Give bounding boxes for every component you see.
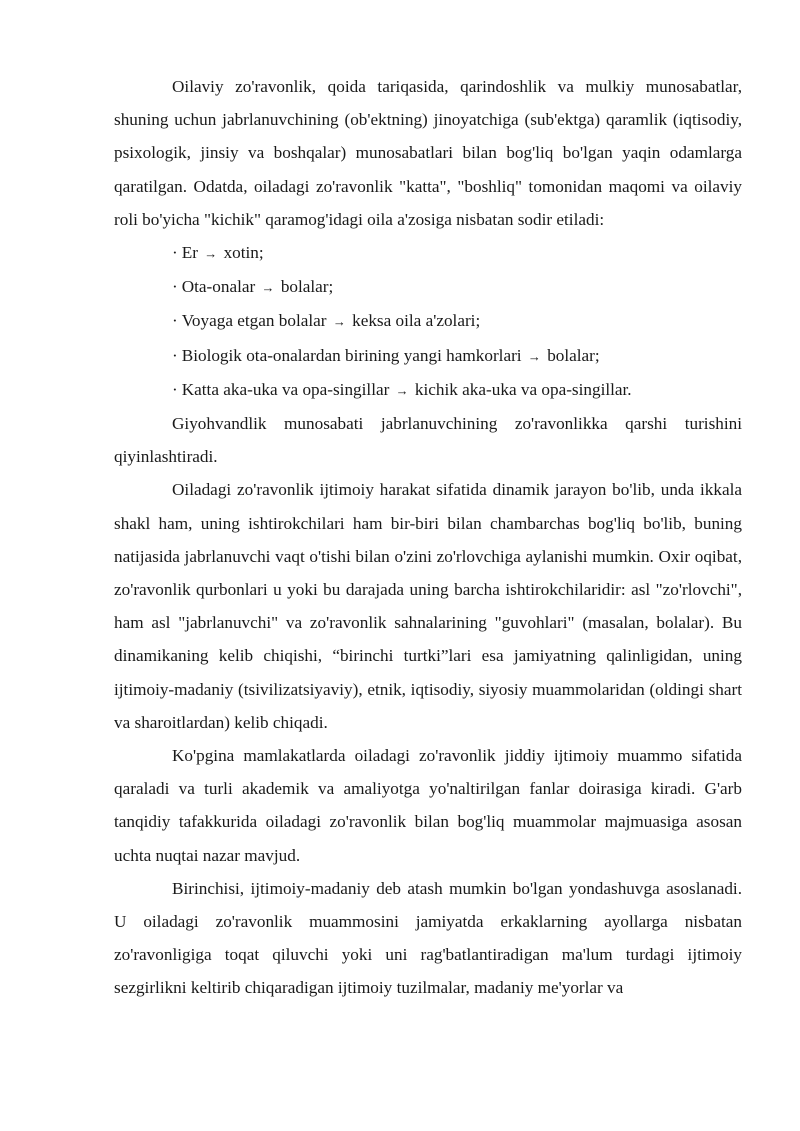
list-item-to: bolalar; — [547, 345, 600, 365]
bullet-icon: · — [172, 277, 178, 297]
paragraph-dynamics: Oiladagi zo'ravonlik ijtimoiy harakat sifatida dinamik jarayon bo'lib, unda ikkala shakl ham, uning ishtirokchilari ham bir-biri bilan chambarchas bog'liq bo'lib, buning natijasida jabrlanuvchi vaqt o'tishi bilan o'zini zo'rlovchiga aylanishi mumkin. Oxir oqibat, zo'ravonlik qurbonlari u yoki bu darajada uning barcha ishtirokchilaridir: asl "zo'rlovchi", ham asl "jabrlanuvchi" va zo'ravonlik sahnalarining "guvohlari" (masalan, bolalar). Bu dinamikaning kelib chiqishi, “birinchi turtki”lari esa jamiyatning qalinligidan, uning ijtimoiy-madaniy (tsivilizatsiyaviy), etnik, iqtisodiy, siyosiy muammolaridan (oldingi shart va sharoitlardan) kelib chiqadi. — [114, 480, 742, 732]
list-item-to: kichik aka-uka va opa-singillar. — [414, 379, 632, 399]
paragraph-sociocultural: Birinchisi, ijtimoiy-madaniy deb atash mumkin bo'lgan yondashuvga asoslanadi. U oiladagi zo'ravonlik muammosini jamiyatda erkaklarning ayollarga nisbatan zo'ravonligiga toqat qiluvchi yoki uni rag'batlantiradigan ma'lum turdagi ijtimoiy sezgirlikni keltirib chiqaradigan ijtimoiy tuzilmalar, madaniy me'yorlar va — [114, 878, 742, 998]
bullet-icon: · — [172, 379, 178, 399]
list-item-to: xotin; — [223, 243, 264, 263]
bullet-icon: · — [172, 243, 178, 263]
list-item-to: bolalar; — [280, 277, 334, 297]
paragraph-intro: Oilaviy zo'ravonlik, qoida tariqasida, qarindoshlik va mulkiy munosabatlar, shuning uchun jabrlanuvchining (ob'ektning) jinoyatchiga (sub'ektga) qaramlik (iqtisodiy, psixologik, jinsiy va boshqalar) munosabatlari bilan bog'liq bo'lgan yaqin odamlarga qaratilgan. Odatda, oiladagi zo'ravonlik "katta", "boshliq" tomonidan maqomi va oilaviy roli bo'yicha "kichik" qaramog'idagi oila a'zosiga nisbatan sodir etiladi: — [114, 77, 742, 229]
arrow-right-icon: → — [332, 314, 346, 330]
list-item — [114, 304, 742, 338]
list-item — [114, 236, 742, 270]
arrow-right-icon: → — [261, 280, 275, 296]
list-item — [114, 373, 742, 407]
arrow-right-icon: → — [527, 348, 541, 364]
arrow-right-icon: → — [204, 246, 218, 262]
list-item-from: Er — [181, 243, 198, 263]
paragraph-addiction: Giyohvandlik munosabati jabrlanuvchining zo'ravonlikka qarshi turishini qiyinlashtiradi. — [114, 414, 742, 467]
document-page — [114, 70, 742, 1005]
list-item-from: Ota-onalar — [181, 277, 256, 297]
list-item — [114, 339, 742, 373]
relationship-list — [114, 236, 742, 407]
bullet-icon: · — [172, 345, 178, 365]
list-item — [114, 270, 742, 304]
list-item-from: Voyaga etgan bolalar — [181, 311, 327, 331]
list-item-to: keksa oila a'zolari; — [352, 311, 481, 331]
list-item-from: Biologik ota-onalardan birining yangi hamkorlari — [181, 345, 522, 365]
paragraph-academic: Ko'pgina mamlakatlarda oiladagi zo'ravonlik jiddiy ijtimoiy muammo sifatida qaraladi va turli akademik va amaliyotga yo'naltirilgan fanlar doirasiga kiradi. G'arb tanqidiy tafakkurida oiladagi zo'ravonlik bilan bog'liq muammolar majmuasiga asosan uchta nuqtai nazar mavjud. — [114, 746, 742, 865]
list-item-from: Katta aka-uka va opa-singillar — [181, 379, 390, 399]
arrow-right-icon: → — [395, 382, 409, 398]
bullet-icon: · — [172, 311, 178, 331]
